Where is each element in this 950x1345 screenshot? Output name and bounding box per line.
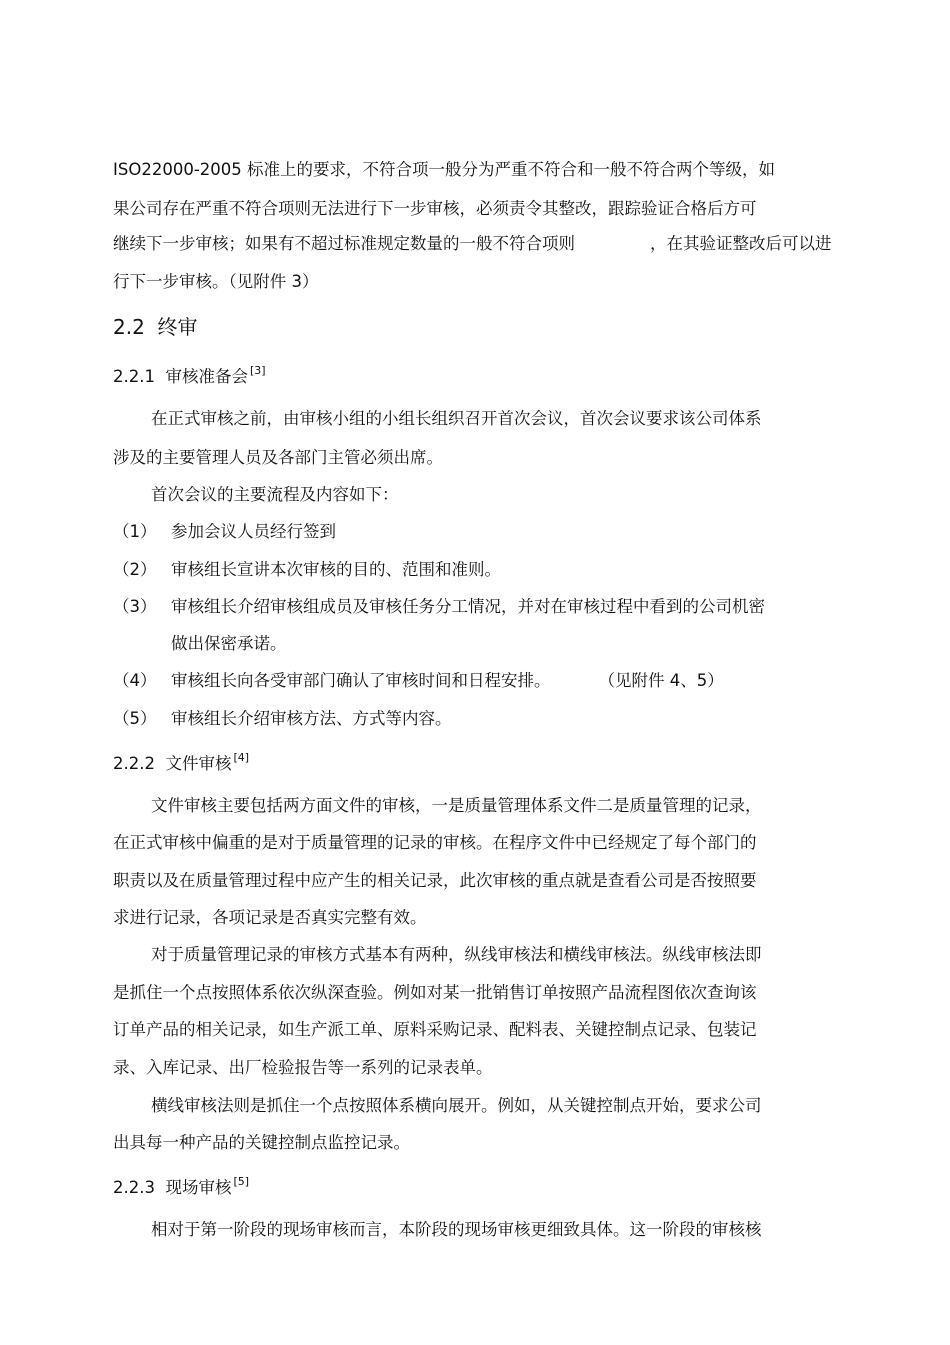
list-item-note: （见附件 4、5）: [598, 671, 724, 690]
intro-line-2: 果公司存在严重不符合项则无法进行下一步审核，必须责令其整改，跟踪验证合格后方可: [113, 199, 757, 218]
subsection-title: 现场审核: [165, 1178, 232, 1197]
section-heading-2-2: [113, 316, 198, 338]
subsection-title: 文件审核: [165, 754, 232, 773]
para-2-2-1-intro: 首次会议的主要流程及内容如下：: [151, 485, 399, 504]
intro-line-3b: ，在其验证整改后可以进: [650, 234, 832, 253]
intro-line-3a: 继续下一步审核；如果有不超过标准规定数量的一般不符合项则: [113, 234, 575, 253]
para-2-2-2-c-line-2: 出具每一种产品的关键控制点监控记录。: [113, 1133, 410, 1152]
subsection-number: 2.2.2: [113, 754, 155, 773]
para-2-2-2-b-line-4: 录、入库记录、出厂检验报告等一系列的记录表单。: [113, 1058, 493, 1077]
list-item: [113, 559, 501, 581]
para-2-2-3-line-1: 相对于第一阶段的现场审核而言，本阶段的现场审核更细致具体。这一阶段的审核核: [151, 1220, 762, 1239]
citation-ref: [4]: [233, 751, 250, 764]
list-item-number: （2）: [113, 560, 157, 579]
list-item: [113, 596, 765, 618]
section-title: 终审: [157, 315, 198, 339]
para-2-2-1-line-1: 在正式审核之前，由审核小组的小组长组织召开首次会议，首次会议要求该公司体系: [151, 409, 762, 428]
list-item-number: （1）: [113, 522, 157, 541]
list-item-continuation: 做出保密承诺。: [171, 634, 287, 653]
subsection-heading-2-2-2: [113, 753, 249, 775]
section-number: 2.2: [113, 315, 145, 339]
citation-ref: [3]: [249, 364, 266, 377]
list-item-number: （5）: [113, 709, 157, 728]
subsection-number: 2.2.3: [113, 1178, 155, 1197]
list-item: [113, 521, 336, 543]
para-2-2-2-b-line-1: 对于质量管理记录的审核方式基本有两种，纵线审核法和横线审核法。纵线审核法即: [151, 945, 762, 964]
subsection-number: 2.2.1: [113, 367, 155, 386]
para-2-2-1-line-2: 涉及的主要管理人员及各部门主管必须出席。: [113, 448, 443, 467]
para-2-2-2-b-line-2: 是抓住一个点按照体系依次纵深查验。例如对某一批销售订单按照产品流程图依次查询该: [113, 983, 757, 1002]
list-item-text: 审核组长介绍审核方法、方式等内容。: [171, 709, 452, 728]
intro-line-4: 行下一步审核。（见附件 3）: [113, 272, 319, 291]
subsection-heading-2-2-3: [113, 1177, 249, 1199]
list-item-text: 审核组长向各受审部门确认了审核时间和日程安排。: [171, 671, 551, 690]
para-2-2-2-b-line-3: 订单产品的相关记录，如生产派工单、原料采购记录、配料表、关键控制点记录、包装记: [113, 1020, 757, 1039]
para-2-2-2-a-line-1: 文件审核主要包括两方面文件的审核，一是质量管理体系文件二是质量管理的记录，: [151, 796, 762, 815]
list-item: [113, 670, 724, 692]
subsection-heading-2-2-1: [113, 366, 266, 388]
para-2-2-2-a-line-2: 在正式审核中偏重的是对于质量管理的记录的审核。在程序文件中已经规定了每个部门的: [113, 833, 757, 852]
list-item-text: 审核组长介绍审核组成员及审核任务分工情况，并对在审核过程中看到的公司机密: [171, 597, 765, 616]
para-2-2-2-a-line-4: 求进行记录，各项记录是否真实完整有效。: [113, 908, 427, 927]
list-item-text: 审核组长宣讲本次审核的目的、范围和准则。: [171, 560, 501, 579]
list-item-number: （3）: [113, 597, 157, 616]
list-item: [113, 708, 452, 730]
subsection-title: 审核准备会: [165, 367, 248, 386]
intro-line-1: ISO22000-2005 标准上的要求，不符合项一般分为严重不符合和一般不符合两个等级，如: [113, 160, 776, 179]
list-item-number: （4）: [113, 671, 157, 690]
list-item-text: 参加会议人员经行签到: [171, 522, 336, 541]
para-2-2-2-c-line-1: 横线审核法则是抓住一个点按照体系横向展开。例如，从关键控制点开始，要求公司: [151, 1096, 762, 1115]
para-2-2-2-a-line-3: 职责以及在质量管理过程中应产生的相关记录，此次审核的重点就是查看公司是否按照要: [113, 871, 757, 890]
citation-ref: [5]: [233, 1175, 250, 1188]
